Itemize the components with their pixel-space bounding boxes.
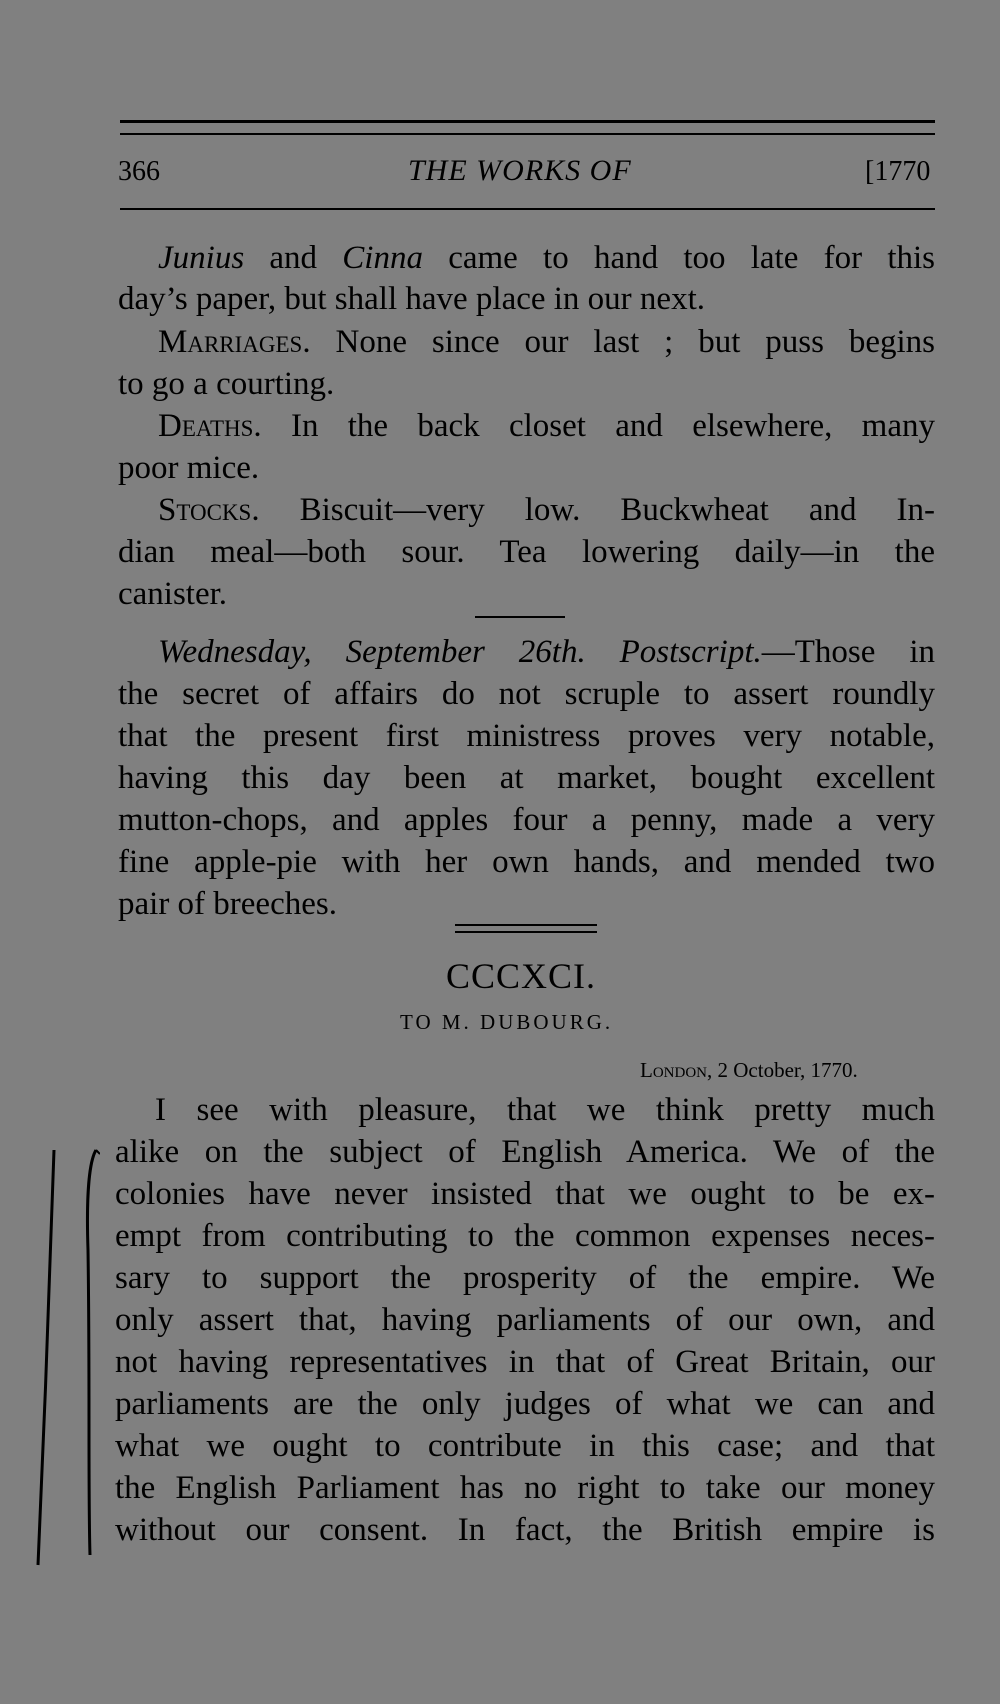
header-top-rule-thin	[120, 133, 935, 135]
paragraph-line: to go a courting.	[118, 366, 335, 402]
letter-line: not having representatives in that of Great Britain, our	[115, 1344, 935, 1380]
letter-line: what we ought to contribute in this case; and that	[115, 1428, 935, 1464]
postscript-heading: Wednesday, September 26th. Postscript.	[158, 634, 762, 670]
letter-line: empt from contributing to the common expenses neces-	[115, 1218, 935, 1254]
letter-line: parliaments are the only judges of what we can and	[115, 1386, 935, 1422]
paragraph-line: poor mice.	[118, 450, 260, 486]
letter-line: the English Parliament has no right to take our money	[115, 1470, 935, 1506]
italic-name: Cinna	[342, 240, 423, 276]
paragraph-line: day’s paper, but shall have place in our next.	[118, 281, 705, 317]
letter-line: sary to support the prosperity of the empire. We	[115, 1260, 935, 1296]
running-title: THE WORKS OF	[408, 154, 632, 187]
letter-number: CCCXCI.	[446, 956, 597, 996]
section-label: Stocks.	[158, 492, 260, 528]
letter-line: colonies have never insisted that we ought to be ex-	[115, 1176, 935, 1212]
italic-name: Junius	[158, 240, 245, 276]
letter-dateline: London, 2 October, 1770.	[640, 1058, 858, 1082]
header-top-rule	[120, 120, 935, 123]
paragraph-line: having this day been at market, bought excellent	[118, 760, 935, 796]
section-label: Deaths.	[158, 408, 262, 444]
letter-addressee: TO M. DUBOURG.	[400, 1010, 614, 1034]
paragraph-line: Stocks. Biscuit—very low. Buckwheat and In-	[158, 492, 935, 528]
letter-line: I see with pleasure, that we think pretty much	[155, 1092, 935, 1128]
paragraph-line: that the present first ministress proves very notable,	[118, 718, 935, 754]
section-divider	[475, 616, 565, 618]
paragraph-line: pair of breeches.	[118, 886, 337, 922]
margin-mark	[30, 1130, 100, 1570]
header-bottom-rule	[120, 208, 935, 210]
letter-line: only assert that, having parliaments of our own, and	[115, 1302, 935, 1338]
paragraph-line: dian meal—both sour. Tea lowering daily—in the	[118, 534, 935, 570]
letter-divider-bottom	[455, 931, 597, 933]
paragraph-line: fine apple-pie with her own hands, and mended two	[118, 844, 935, 880]
paragraph-line: Junius and Cinna came to hand too late for this	[158, 240, 935, 276]
paragraph-line: Marriages. None since our last ; but puss begins	[158, 324, 935, 360]
page-number: 366	[118, 156, 160, 187]
letter-divider-top	[455, 924, 597, 926]
section-label: Marriages.	[158, 324, 311, 360]
paragraph-line: canister.	[118, 576, 228, 612]
letter-line: alike on the subject of English America. We of the	[115, 1134, 935, 1170]
year-bracket: [1770	[865, 156, 931, 187]
paragraph-line: the secret of affairs do not scruple to assert roundly	[118, 676, 935, 712]
letter-line: without our consent. In fact, the British empire is	[115, 1512, 935, 1548]
paragraph-line: Wednesday, September 26th. Postscript.—Those in	[158, 634, 935, 670]
paragraph-line: Deaths. In the back closet and elsewhere, many	[158, 408, 935, 444]
paragraph-line: mutton-chops, and apples four a penny, made a very	[118, 802, 935, 838]
